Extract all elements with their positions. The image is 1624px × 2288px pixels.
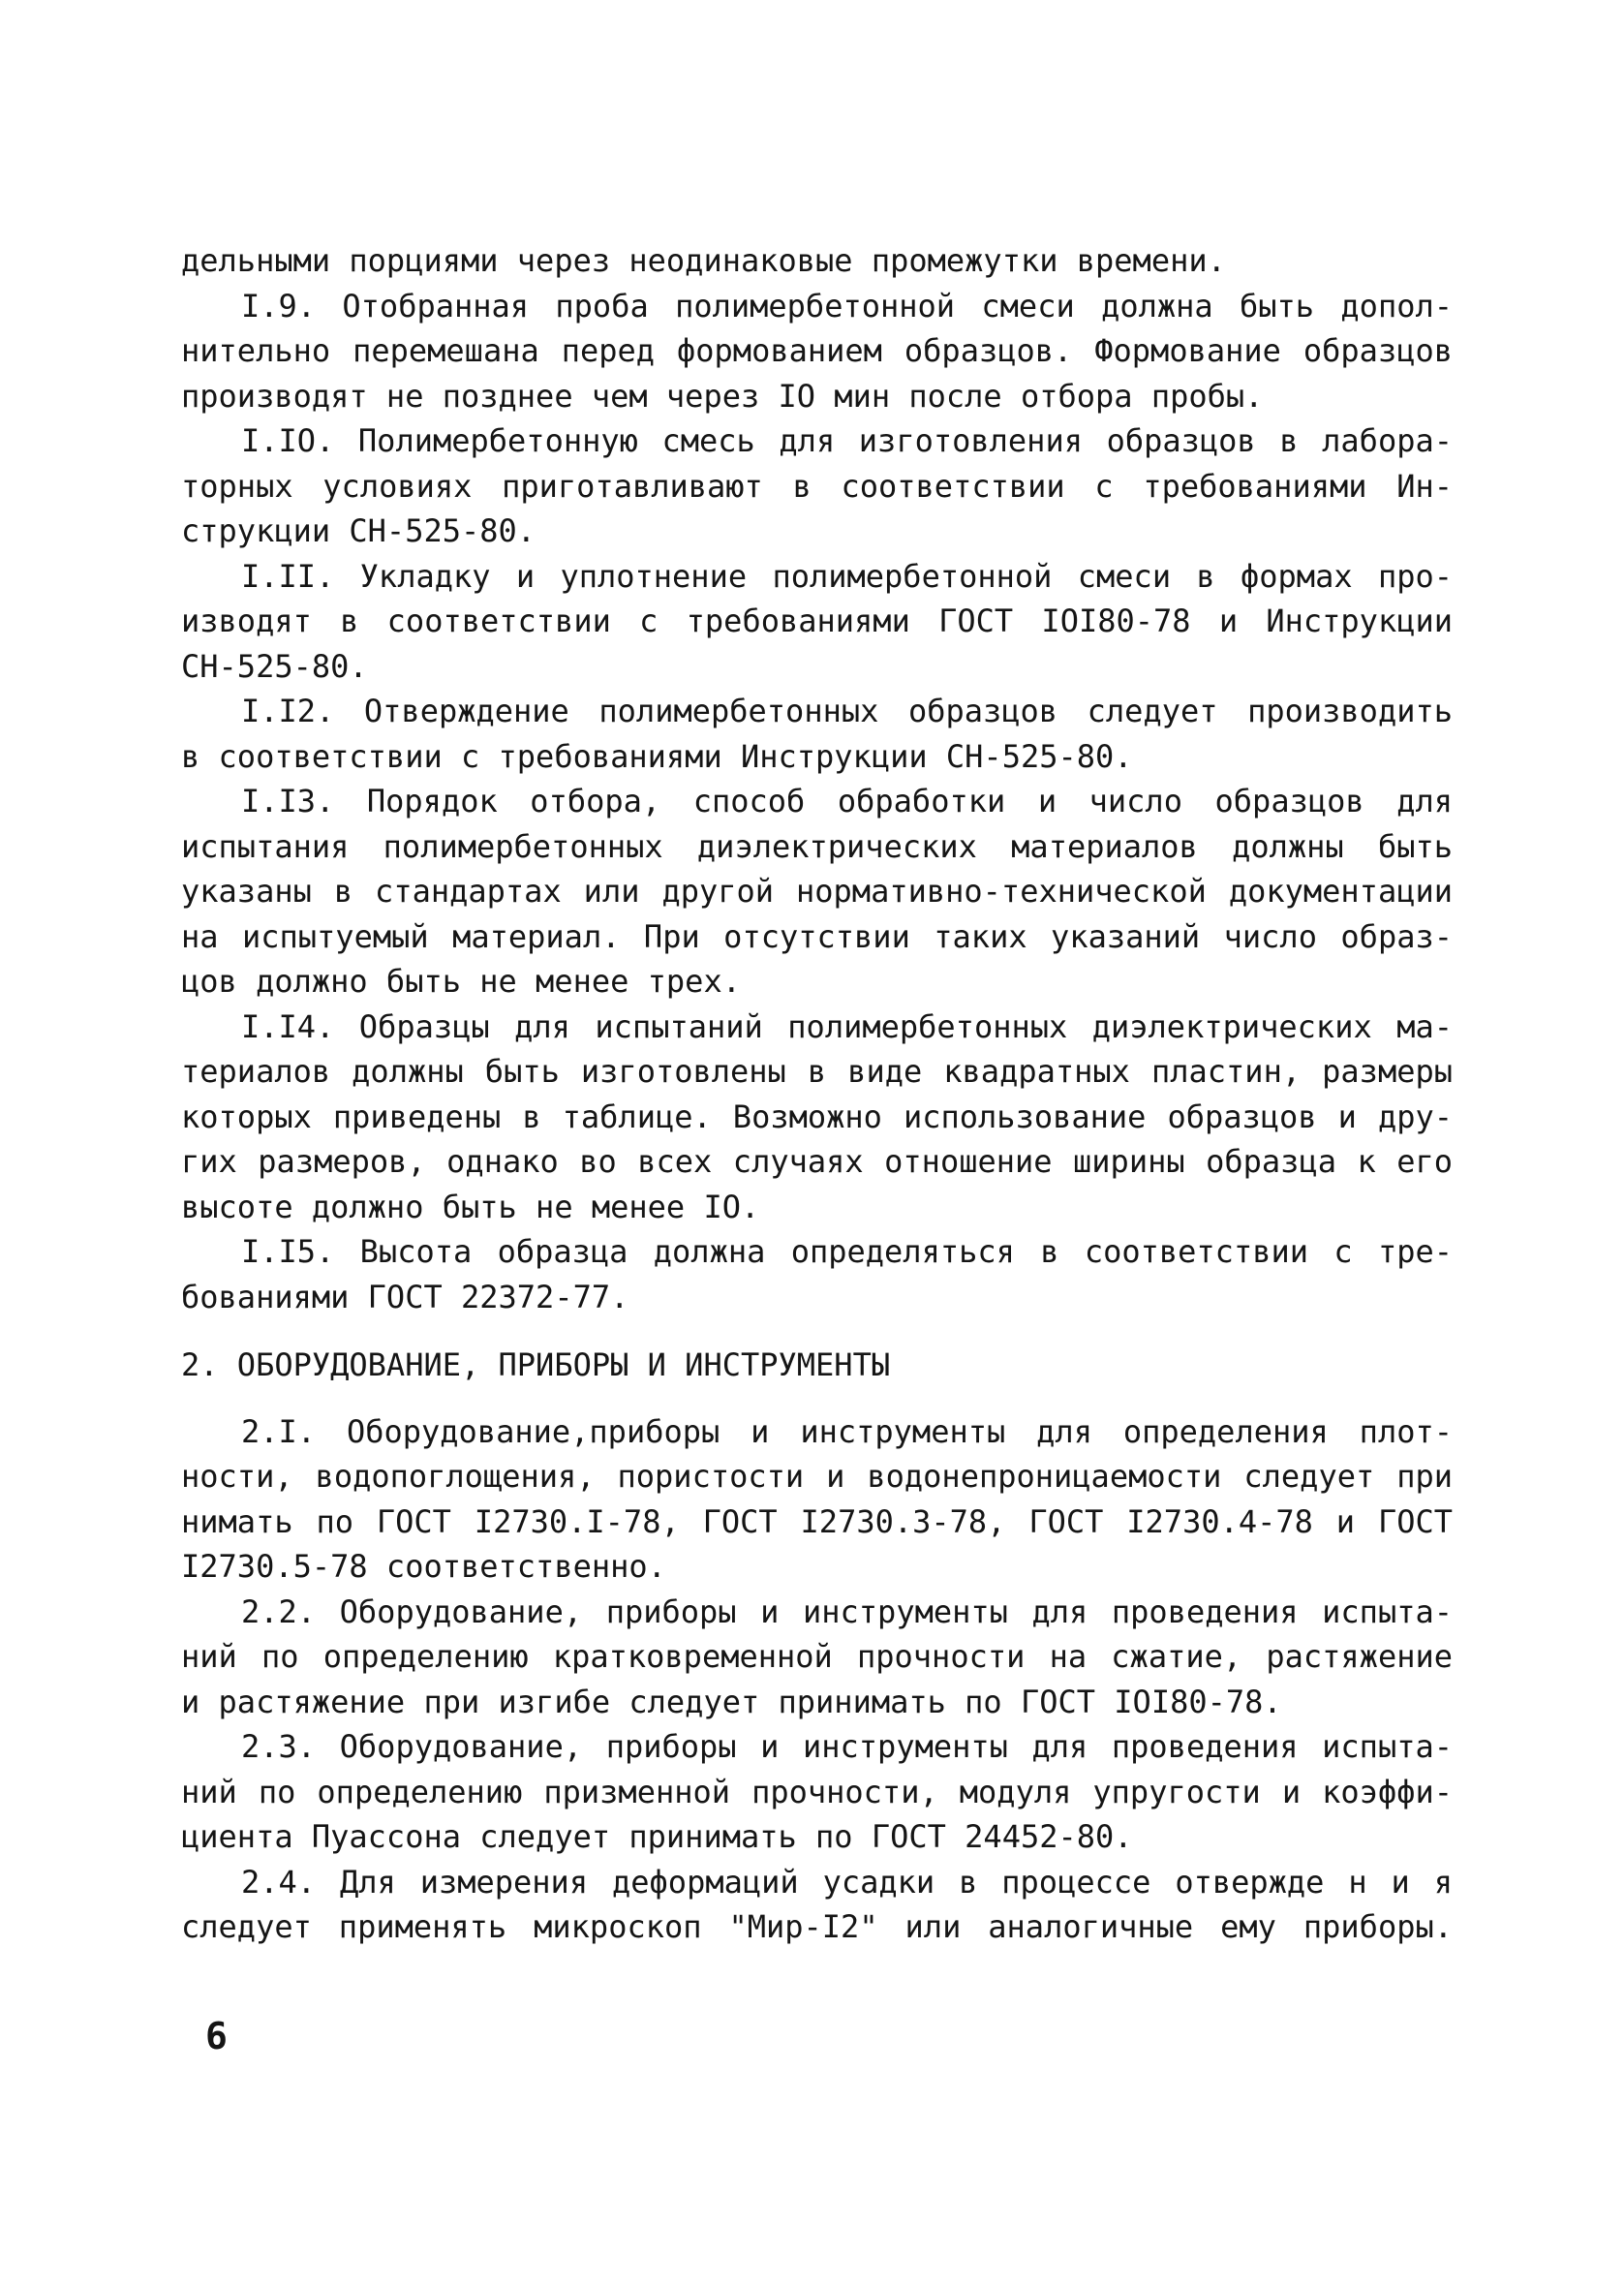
text-line: дельными порциями через неодинаковые промежутки времени. — [181, 242, 1226, 279]
text-line: и растяжение при изгибе следует принимать по ГОСТ IOI80-78. — [181, 1683, 1282, 1720]
text-line: следует применять микроскоп "Мир-I2" или аналогичные ему приборы. — [181, 1908, 1453, 1945]
text-line: ности, водопоглощения, пористости и водонепроницаемости следует при — [181, 1458, 1453, 1495]
text-line: испытания полимербетонных диэлектрических материалов должны быть — [181, 827, 1453, 865]
text-line: производят не позднее чем через IO мин после отбора пробы. — [181, 377, 1264, 415]
text-line: нимать по ГОСТ I2730.I-78, ГОСТ I2730.3-78, ГОСТ I2730.4-78 и ГОСТ — [181, 1502, 1454, 1540]
text-line: 2.2. Оборудование, приборы и инструменты для проведения испыта- — [241, 1592, 1453, 1630]
text-line: изводят в соответствии с требованиями ГОСТ IOI80-78 и Инструкции — [181, 603, 1453, 639]
document-body — [181, 238, 1453, 1950]
text-line: в соответствии с требованиями Инструкции СН-525-80. — [181, 737, 1133, 775]
text-line: цов должно быть не менее трех. — [181, 963, 741, 1000]
text-line: териалов должны быть изготовлены в виде квадратных пластин, размеры — [181, 1053, 1453, 1090]
text-line: гих размеров, однако во всех случаях отношение ширины образца к его — [181, 1143, 1453, 1180]
section-1-text — [181, 238, 1453, 1319]
text-line: ний по определению призменной прочности, модуля упругости и коэффи- — [181, 1773, 1453, 1810]
section-2-heading: 2. ОБОРУДОВАНИЕ, ПРИБОРЫ И ИНСТРУМЕНТЫ — [181, 1346, 891, 1383]
text-line: указаны в стандартах или другой нормативно-технической документации — [181, 873, 1453, 910]
text-line: I.I3. Порядок отбора, способ обработки и число образцов для — [241, 783, 1453, 819]
text-line: 2.4. Для измерения деформаций усадки в процессе отвержде н и я — [241, 1863, 1453, 1901]
text-line: на испытуемый материал. При отсутствии таких указаний число образ- — [181, 917, 1453, 955]
text-line: I.II. Укладку и уплотнение полимербетонной смеси в формах про- — [241, 557, 1453, 595]
text-line: I.I5. Высота образца должна определяться в соответствии с тре- — [241, 1233, 1453, 1270]
text-line: которых приведены в таблице. Возможно использование образцов и дру- — [181, 1098, 1453, 1135]
text-line: I.I2. Отверждение полимербетонных образцов следует производить — [241, 693, 1453, 729]
text-line: струкции СН-525-80. — [181, 512, 536, 549]
section-2-text — [181, 1409, 1453, 1950]
text-line: I.I4. Образцы для испытаний полимербетонных диэлектрических ма- — [241, 1007, 1453, 1045]
text-line: высоте должно быть не менее IO. — [181, 1188, 760, 1225]
text-line: циента Пуассона следует принимать по ГОСТ 24452-80. — [181, 1818, 1133, 1855]
text-line: 2.3. Оборудование, приборы и инструменты для проведения испыта- — [241, 1728, 1453, 1765]
text-line: бованиями ГОСТ 22372-77. — [181, 1278, 629, 1315]
text-line: ний по определению кратковременной прочности на сжатие, растяжение — [181, 1638, 1453, 1675]
page-number: 6 — [205, 2015, 228, 2057]
text-line: торных условиях приготавливают в соответствии с требованиями Ин- — [181, 467, 1453, 505]
text-line: I.9. Отобранная проба полимербетонной смеси должна быть допол- — [241, 287, 1453, 325]
text-line: нительно перемешана перед формованием образцов. Формование образцов — [181, 332, 1453, 369]
text-line: I.IO. Полимербетонную смесь для изготовления образцов в лабора- — [241, 422, 1453, 459]
text-line: I2730.5-78 соответственно. — [181, 1548, 666, 1585]
text-line: 2.I. Оборудование,приборы и инструменты для определения плот- — [241, 1412, 1453, 1450]
text-line: СН-525-80. — [181, 647, 368, 685]
